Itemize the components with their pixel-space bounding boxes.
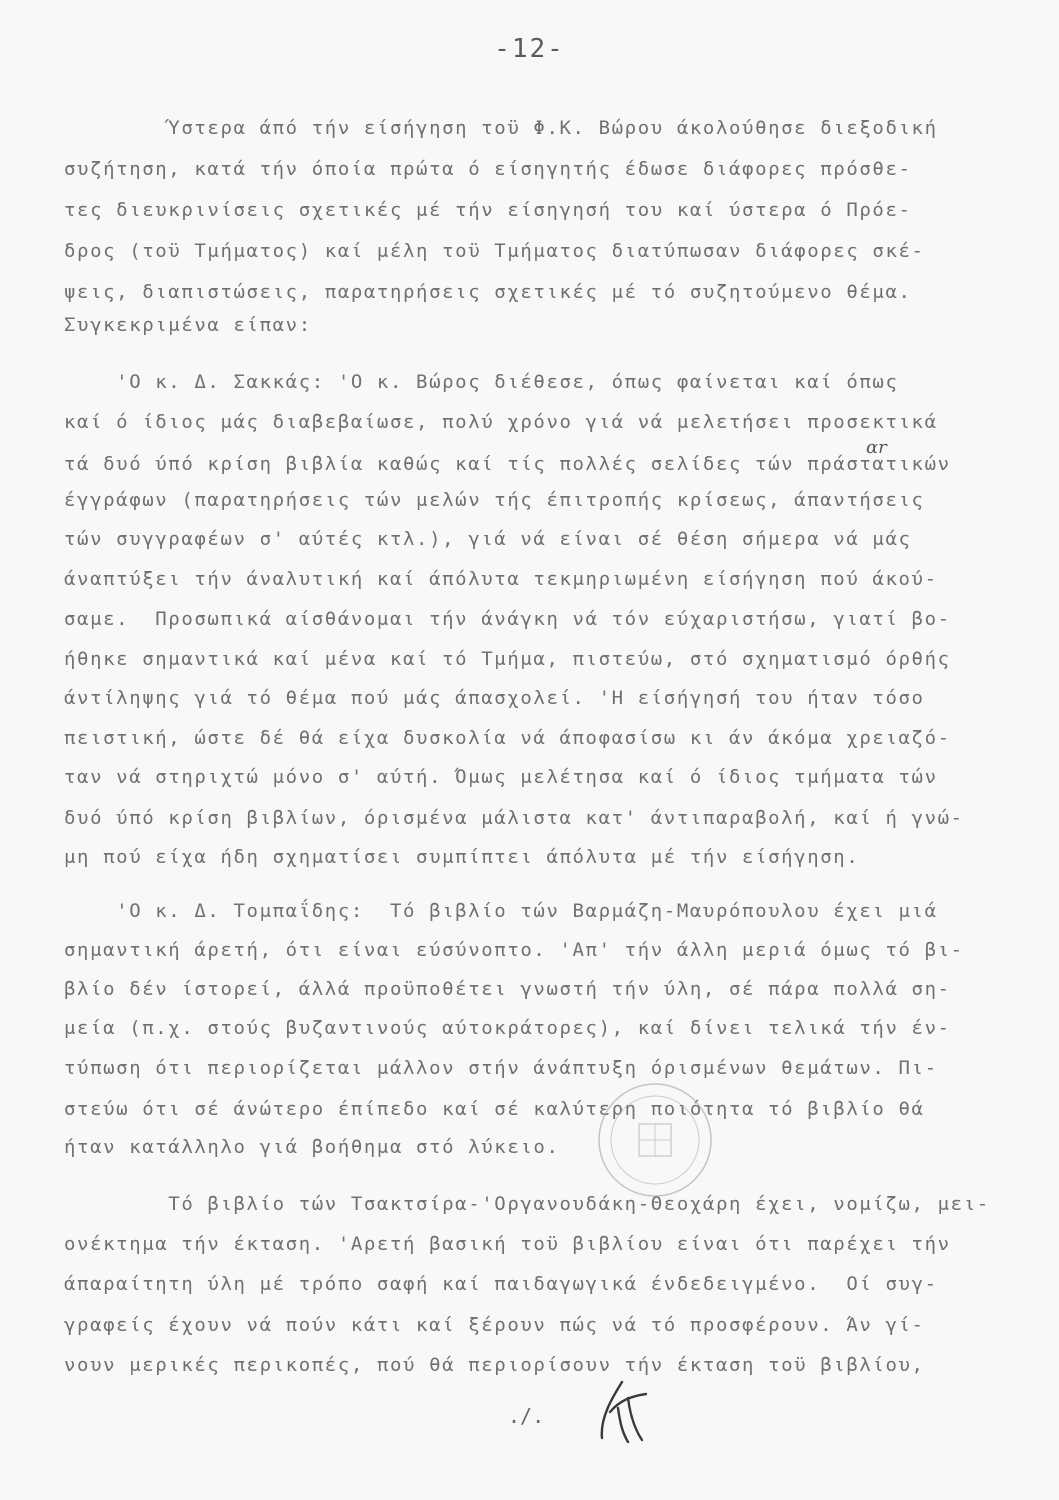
- text-line: δυό ύπό κρίση βιβλίων, όρισμένα μάλιστα κατ' άντιπαραβολή, καί ή γνώ-: [64, 807, 964, 829]
- text-line: 'Ο κ. Δ. Σακκάς: 'Ο κ. Βώρος διέθεσε, όπως φαίνεται καί όπως: [64, 371, 899, 393]
- handwritten-signature: [592, 1378, 652, 1448]
- text-line: τες διευκρινίσεις σχετικές μέ τήν είσηγησή του καί ύστερα ό Πρόε-: [64, 199, 912, 221]
- text-line: πειστική, ώστε δέ θά είχα δυσκολία νά άποφασίσω κι άν άκόμα χρειαζό-: [64, 727, 951, 749]
- text-line: τά δυό ύπό κρίση βιβλία καθώς καί τίς πολλές σελίδες τών πράστατικών: [64, 453, 951, 475]
- text-line: ταν νά στηριχτώ μόνο σ' αύτή. Όμως μελέτησα καί ό ίδιος τμήματα τών: [64, 766, 938, 788]
- text-line: καί ό ίδιος μάς διαβεβαίωσε, πολύ χρόνο γιά νά μελετήσει προσεκτικά: [64, 411, 938, 433]
- text-line: έγγράφων (παρατηρήσεις τών μελών τής έπιτροπής κρίσεως, άπαντήσεις: [64, 489, 925, 511]
- text-line: μεία (π.χ. στούς βυζαντινούς αύτοκράτορες), καί δίνει τελικά τήν έν-: [64, 1017, 951, 1039]
- text-line: ήθηκε σημαντικά καί μένα καί τό Τμήμα, πιστεύω, στό σχηματισμό όρθής: [64, 648, 951, 670]
- text-line: τών συγγραφέων σ' αύτές κτλ.), γιά νά είναι σέ θέση σήμερα νά μάς: [64, 528, 912, 550]
- text-line: άντίληψης γιά τό θέμα πού μάς άπασχολεί. 'Η είσήγησή του ήταν τόσο: [64, 687, 925, 709]
- text-line: ψεις, διαπιστώσεις, παρατηρήσεις σχετικές μέ τό συζητούμενο θέμα.: [64, 281, 912, 303]
- text-line: άναπτύξει τήν άναλυτική καί άπόλυτα τεκμηριωμένη είσήγηση πού άκού-: [64, 568, 938, 590]
- handwritten-insertion-mark: αr: [866, 437, 887, 458]
- text-line: νουν μερικές περικοπές, πού θά περιορίσουν τήν έκταση τοϋ βιβλίου,: [64, 1354, 925, 1376]
- text-line: γραφείς έχουν νά πούν κάτι καί ξέρουν πώς νά τό προσφέρουν. Άν γί-: [64, 1314, 925, 1336]
- text-line: Τό βιβλίο τών Τσακτσίρα-'Οργανουδάκη-Θεοχάρη έχει, νομίζω, μει-: [64, 1193, 990, 1215]
- text-line: στεύω ότι σέ άνώτερο έπίπεδο καί σέ καλύτερη ποιότητα τό βιβλίο θά: [64, 1098, 925, 1120]
- page-number: -12-: [494, 34, 565, 64]
- stamp-seal: [555, 1080, 755, 1200]
- text-line: Συγκεκριμένα είπαν:: [64, 314, 312, 336]
- text-line: Ύστερα άπό τήν είσήγηση τοϋ Φ.Κ. Βώρου άκολούθησε διεξοδική: [64, 117, 938, 139]
- text-line: ονέκτημα τήν έκταση. 'Αρετή βασική τοϋ βιβλίου είναι ότι παρέχει τήν: [64, 1233, 951, 1255]
- text-line: σαμε. Προσωπικά αίσθάνομαι τήν άνάγκη νά τόν εύχαριστήσω, γιατί βο-: [64, 608, 951, 630]
- text-line: άπαραίτητη ύλη μέ τρόπο σαφή καί παιδαγωγικά ένδεδειγμένο. Οί συγ-: [64, 1273, 938, 1295]
- text-line: βλίο δέν ίστορεί, άλλά προϋποθέτει γνωστή τήν ύλη, σέ πάρα πολλά ση-: [64, 978, 951, 1000]
- continuation-mark: ./.: [508, 1404, 545, 1428]
- text-line: μη πού είχα ήδη σχηματίσει συμπίπτει άπόλυτα μέ τήν είσήγηση.: [64, 846, 860, 868]
- text-line: συζήτηση, κατά τήν όποία πρώτα ό είσηγητής έδωσε διάφορες πρόσθε-: [64, 158, 912, 180]
- text-line: σημαντική άρετή, ότι είναι εύσύνοπτο. 'Απ' τήν άλλη μεριά όμως τό βι-: [64, 939, 964, 961]
- text-line: τύπωση ότι περιορίζεται μάλλον στήν άνάπτυξη όρισμένων θεμάτων. Πι-: [64, 1057, 938, 1079]
- text-line: δρος (τοϋ Τμήματος) καί μέλη τοϋ Τμήματος διατύπωσαν διάφορες σκέ-: [64, 240, 925, 262]
- text-line: 'Ο κ. Δ. Τομπαΐδης: Τό βιβλίο τών Βαρμάζη-Μαυρόπουλου έχει μιά: [64, 900, 938, 922]
- text-line: ήταν κατάλληλο γιά βοήθημα στό λύκειο.: [64, 1136, 560, 1158]
